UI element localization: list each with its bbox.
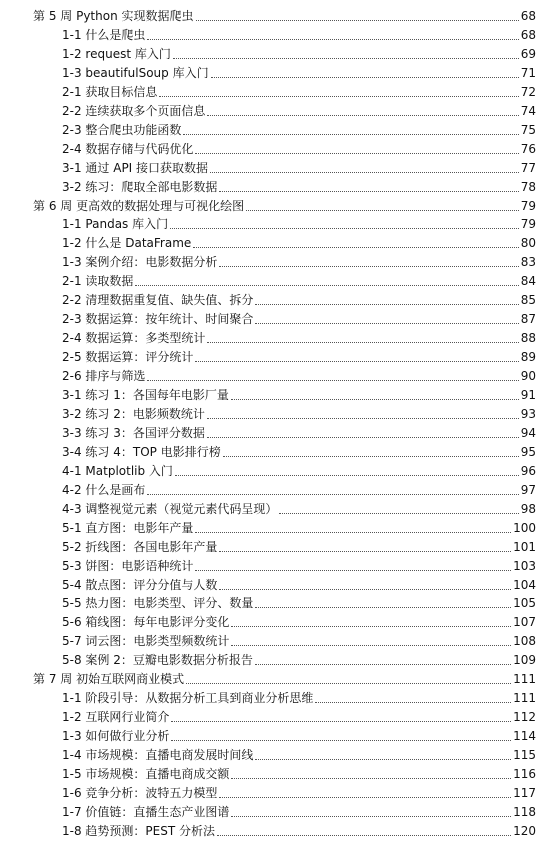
toc-entry-title: 2-3 整合爬虫功能函数 — [62, 122, 182, 137]
toc-entry-title: 5-7 词云图：电影类型频数统计 — [62, 634, 230, 649]
toc-page-number: 90 — [520, 369, 536, 384]
toc-page-number: 107 — [513, 615, 536, 630]
dot-leader — [255, 664, 511, 665]
toc-page-number: 111 — [513, 672, 536, 687]
toc-page-number: 98 — [520, 501, 536, 516]
toc-entry[interactable] — [0, 538, 555, 557]
toc-page-number: 85 — [520, 293, 536, 308]
toc-entry[interactable] — [0, 234, 555, 253]
toc-page-number: 115 — [513, 748, 536, 763]
toc-page-number: 78 — [520, 179, 536, 194]
toc-entry[interactable] — [0, 822, 555, 841]
toc-entry[interactable] — [0, 272, 555, 291]
toc-entry-title: 第 5 周 Python 实现数据爬虫 — [33, 9, 194, 23]
dot-leader — [255, 304, 518, 305]
dot-leader — [171, 721, 511, 722]
toc-entry[interactable] — [0, 462, 555, 481]
toc-entry[interactable] — [0, 632, 555, 651]
toc-entry-title: 5-6 箱线图：每年电影评分变化 — [62, 615, 230, 630]
toc-page-number: 96 — [520, 463, 536, 478]
toc-entry-title: 3-2 练习 2：电影频数统计 — [62, 406, 205, 421]
toc-page-number: 79 — [520, 198, 536, 213]
dot-leader — [175, 475, 519, 476]
dot-leader — [231, 645, 511, 646]
toc-entry[interactable] — [0, 424, 555, 443]
toc-entry[interactable] — [0, 159, 555, 178]
toc-page-number: 105 — [513, 596, 536, 611]
toc-entry-title: 2-6 排序与筛选 — [62, 369, 146, 384]
dot-leader — [223, 456, 519, 457]
toc-entry[interactable] — [0, 500, 555, 519]
toc-entry-title: 4-1 Matplotlib 入门 — [62, 463, 173, 478]
toc-entry-title: 1-1 阶段引导：从数据分析工具到商业分析思维 — [62, 691, 314, 706]
toc-entry-title: 3-1 通过 API 接口获取数据 — [62, 160, 209, 175]
toc-entry[interactable] — [0, 576, 555, 595]
dot-leader — [255, 607, 511, 608]
toc-entry-title: 1-5 市场规模：直播电商成交额 — [62, 767, 230, 781]
dot-leader — [173, 58, 519, 59]
dot-leader — [147, 39, 518, 40]
toc-entry-title: 1-3 beautifulSoup 库入门 — [62, 65, 209, 80]
dot-leader — [207, 437, 519, 438]
toc-page-number: 112 — [513, 710, 536, 725]
toc-page-number: 74 — [520, 103, 536, 118]
toc-entry[interactable] — [0, 405, 555, 424]
toc-page-number: 118 — [513, 804, 536, 819]
toc-entry[interactable] — [0, 443, 555, 462]
dot-leader — [207, 342, 518, 343]
dot-leader — [207, 115, 518, 116]
toc-entry-title: 5-2 折线图：各国电影年产量 — [62, 539, 218, 554]
toc-entry-title: 1-1 什么是爬虫 — [62, 27, 146, 42]
dot-leader — [159, 96, 518, 97]
dot-leader — [231, 778, 511, 779]
toc-entry[interactable] — [0, 613, 555, 632]
toc-chapter[interactable] — [0, 670, 555, 689]
toc-page-number: 76 — [520, 141, 536, 156]
toc-page-number: 80 — [520, 236, 536, 251]
toc-entry-title: 3-4 练习 4：TOP 电影排行榜 — [62, 444, 221, 459]
toc-entry[interactable] — [0, 651, 555, 670]
toc-page-number: 88 — [520, 331, 536, 346]
dot-leader — [135, 285, 518, 286]
toc-entry-title: 5-1 直方图：电影年产量 — [62, 520, 194, 535]
dot-leader — [183, 134, 518, 135]
dot-leader — [170, 228, 519, 229]
toc-page-number: 77 — [520, 160, 536, 175]
dot-leader — [195, 361, 518, 362]
toc-entry[interactable] — [0, 253, 555, 272]
toc-entry[interactable] — [0, 594, 555, 613]
toc-page-number: 83 — [520, 255, 536, 270]
dot-leader — [231, 626, 511, 627]
dot-leader — [255, 323, 518, 324]
toc-entry[interactable] — [0, 557, 555, 576]
toc-page-number: 95 — [520, 444, 536, 459]
dot-leader — [255, 759, 511, 760]
toc-page-number: 93 — [520, 406, 536, 421]
dot-leader — [315, 702, 511, 703]
toc-entry[interactable] — [0, 329, 555, 348]
toc-entry[interactable] — [0, 26, 555, 45]
dot-leader — [186, 683, 511, 684]
dot-leader — [246, 210, 519, 211]
toc-page-number: 79 — [520, 217, 536, 232]
dot-leader — [231, 399, 519, 400]
toc-entry[interactable] — [0, 45, 555, 64]
toc-entry[interactable] — [0, 803, 555, 822]
toc-entry-title: 第 6 周 更高效的数据处理与可视化绘图 — [33, 198, 245, 213]
dot-leader — [195, 570, 511, 571]
dot-leader — [279, 513, 518, 514]
dot-leader — [211, 77, 519, 78]
toc-entry[interactable] — [0, 102, 555, 121]
toc-entry-title: 1-7 价值链：直播生态产业图谱 — [62, 804, 230, 819]
toc-entry-title: 3-3 练习 3：各国评分数据 — [62, 425, 205, 440]
toc-entry-title: 4-2 什么是画布 — [62, 482, 146, 497]
toc-entry-title: 2-3 数据运算：按年统计、时间聚合 — [62, 312, 254, 327]
toc-entry-title: 2-1 获取目标信息 — [62, 84, 158, 99]
toc-entry-title: 1-8 趋势预测：PEST 分析法 — [62, 823, 215, 838]
dot-leader — [147, 380, 518, 381]
dot-leader — [195, 532, 511, 533]
toc-page-number: 104 — [513, 577, 536, 592]
toc-entry-title: 2-1 读取数据 — [62, 274, 134, 289]
toc-entry[interactable] — [0, 83, 555, 102]
toc-entry-title: 3-2 练习：爬取全部电影数据 — [62, 179, 218, 194]
toc-chapter[interactable] — [0, 7, 555, 26]
toc-entry[interactable] — [0, 310, 555, 329]
toc-entry-title: 1-3 如何做行业分析 — [62, 729, 170, 744]
toc-entry[interactable] — [0, 689, 555, 708]
toc-entry[interactable] — [0, 215, 555, 234]
toc-page-number: 97 — [520, 482, 536, 497]
toc-page-number: 68 — [520, 9, 536, 23]
dot-leader — [231, 816, 511, 817]
toc-entry-title: 1-2 什么是 DataFrame — [62, 236, 192, 251]
toc-entry-title: 2-2 清理数据重复值、缺失值、拆分 — [62, 293, 254, 308]
dot-leader — [193, 247, 518, 248]
toc-page-number: 71 — [520, 65, 536, 80]
dot-leader — [219, 589, 511, 590]
dot-leader — [210, 172, 519, 173]
toc-entry-title: 5-3 饼图：电影语种统计 — [62, 558, 194, 573]
toc-page-number: 109 — [513, 653, 536, 668]
toc-entry-title: 2-5 数据运算：评分统计 — [62, 350, 194, 365]
toc-entry-title: 1-4 市场规模：直播电商发展时间线 — [62, 748, 254, 763]
toc-page-number: 120 — [513, 823, 536, 838]
dot-leader — [217, 835, 511, 836]
toc-entry-title: 2-4 数据存储与代码优化 — [62, 141, 194, 156]
toc-entry-title: 5-8 案例 2：豆瓣电影数据分析报告 — [62, 653, 253, 668]
toc-entry-title: 1-2 request 库入门 — [62, 46, 171, 61]
dot-leader — [207, 418, 519, 419]
toc-page-number: 101 — [513, 539, 536, 554]
toc-entry-title: 1-3 案例介绍：电影数据分析 — [62, 255, 218, 270]
toc-entry-title: 2-4 数据运算：多类型统计 — [62, 331, 206, 346]
toc-page-number: 103 — [513, 558, 536, 573]
toc-entry[interactable] — [0, 765, 555, 784]
toc-page-number: 89 — [520, 350, 536, 365]
toc-entry-title: 第 7 周 初始互联网商业模式 — [33, 672, 185, 687]
toc-entry[interactable] — [0, 708, 555, 727]
toc-page-number: 108 — [513, 634, 536, 649]
toc-entry[interactable] — [0, 784, 555, 803]
toc-entry[interactable] — [0, 291, 555, 310]
toc-page-number: 84 — [520, 274, 536, 289]
dot-leader — [219, 551, 511, 552]
toc-entry[interactable] — [0, 481, 555, 500]
toc-entry[interactable] — [0, 140, 555, 159]
toc-entry[interactable] — [0, 727, 555, 746]
toc-entry-title: 5-5 热力图：电影类型、评分、数量 — [62, 596, 254, 611]
toc-entry[interactable] — [0, 64, 555, 83]
dot-leader — [219, 266, 518, 267]
toc-entry-title: 2-2 连续获取多个页面信息 — [62, 103, 206, 118]
toc-entry-title: 1-1 Pandas 库入门 — [62, 217, 169, 232]
toc-page-number: 117 — [513, 785, 536, 800]
dot-leader — [195, 153, 518, 154]
toc-page-number: 111 — [513, 691, 536, 706]
toc-page-number: 68 — [520, 27, 536, 42]
toc-page-number: 75 — [520, 122, 536, 137]
toc-entry-title: 1-2 互联网行业简介 — [62, 710, 170, 725]
toc-entry[interactable] — [0, 367, 555, 386]
toc-page-number: 100 — [513, 520, 536, 535]
toc-entry-title: 4-3 调整视觉元素（视觉元素代码呈现） — [62, 501, 278, 516]
dot-leader — [196, 20, 519, 21]
toc-entry[interactable] — [0, 121, 555, 140]
toc-entry-title: 1-6 竞争分析：波特五力模型 — [62, 785, 218, 800]
toc-entry[interactable] — [0, 519, 555, 538]
toc-entry[interactable] — [0, 386, 555, 405]
dot-leader — [219, 797, 511, 798]
toc-page-number: 72 — [520, 84, 536, 99]
toc-page-number: 87 — [520, 312, 536, 327]
toc-entry[interactable] — [0, 178, 555, 197]
dot-leader — [219, 191, 518, 192]
toc-page-number: 114 — [513, 729, 536, 744]
toc-page-number: 94 — [520, 425, 536, 440]
toc-page-number: 91 — [520, 388, 536, 402]
dot-leader — [171, 740, 511, 741]
toc-entry[interactable] — [0, 746, 555, 765]
toc-entry[interactable] — [0, 348, 555, 367]
toc-chapter[interactable] — [0, 197, 555, 216]
toc-entry-title: 3-1 练习 1：各国每年电影厂量 — [62, 388, 229, 402]
toc-entry-title: 5-4 散点图：评分分值与人数 — [62, 577, 218, 592]
dot-leader — [147, 494, 518, 495]
toc-page-number: 69 — [520, 46, 536, 61]
toc-page-number: 116 — [513, 767, 536, 781]
